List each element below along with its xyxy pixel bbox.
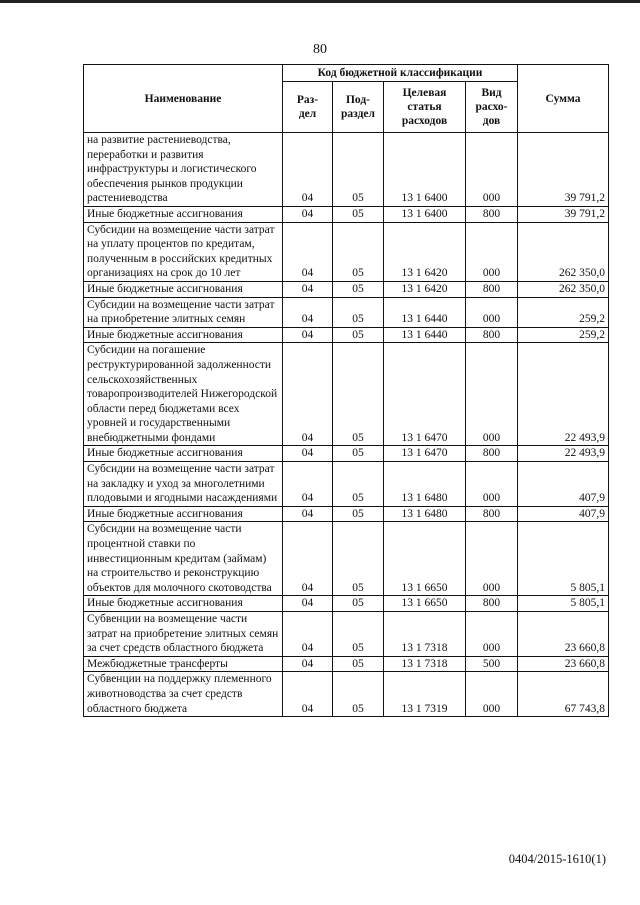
cell-target-article: 13 1 6470 [384, 446, 466, 462]
cell-target-article: 13 1 6440 [384, 297, 466, 327]
cell-target-article: 13 1 6400 [384, 206, 466, 222]
cell-name: Субсидии на возмещение части затрат на приобретение элитных семян [84, 297, 283, 327]
cell-target-article: 13 1 6440 [384, 327, 466, 343]
cell-target-article: 13 1 6480 [384, 506, 466, 522]
table-row [84, 206, 609, 222]
cell-sum: 22 493,9 [518, 343, 609, 446]
cell-expense-kind: 800 [466, 506, 518, 522]
cell-subsection: 05 [333, 222, 384, 281]
table-row [84, 656, 609, 672]
header-target-article: Целевая статья расходов [384, 82, 466, 133]
cell-sum: 39 791,2 [518, 133, 609, 207]
cell-target-article: 13 1 7318 [384, 656, 466, 672]
cell-sum: 259,2 [518, 327, 609, 343]
cell-section: 04 [283, 656, 333, 672]
cell-name: Субвенции на поддержку племенного животноводства за счет средств областного бюджета [84, 672, 283, 717]
cell-target-article: 13 1 7318 [384, 612, 466, 657]
cell-target-article: 13 1 6650 [384, 522, 466, 596]
cell-name: Субсидии на возмещение части затрат на закладку и уход за многолетними плодовыми и ягодными насаждениями [84, 462, 283, 507]
cell-target-article: 13 1 6470 [384, 343, 466, 446]
cell-subsection: 05 [333, 506, 384, 522]
cell-name: Иные бюджетные ассигнования [84, 596, 283, 612]
cell-target-article: 13 1 6480 [384, 462, 466, 507]
cell-expense-kind: 000 [466, 612, 518, 657]
cell-name: Иные бюджетные ассигнования [84, 281, 283, 297]
header-classification-code: Код бюджетной классификации [283, 65, 518, 82]
cell-name: на развитие растениеводства, переработки и развития инфраструктуры и логистического обеспечения рынков продукции растениеводства [84, 133, 283, 207]
cell-name: Межбюджетные трансферты [84, 656, 283, 672]
cell-section: 04 [283, 596, 333, 612]
document-code: 0404/2015-1610(1) [508, 852, 606, 866]
table-row [84, 462, 609, 507]
table-row [84, 281, 609, 297]
cell-sum: 67 743,8 [518, 672, 609, 717]
cell-subsection: 05 [333, 462, 384, 507]
cell-expense-kind: 000 [466, 462, 518, 507]
cell-sum: 5 805,1 [518, 522, 609, 596]
header-name: Наименование [84, 65, 283, 133]
cell-section: 04 [283, 672, 333, 717]
table-row [84, 596, 609, 612]
cell-section: 04 [283, 297, 333, 327]
cell-subsection: 05 [333, 327, 384, 343]
table-body [84, 133, 609, 717]
table-row [84, 672, 609, 717]
cell-section: 04 [283, 327, 333, 343]
cell-expense-kind: 800 [466, 281, 518, 297]
cell-sum: 23 660,8 [518, 656, 609, 672]
cell-expense-kind: 800 [466, 327, 518, 343]
cell-section: 04 [283, 446, 333, 462]
scan-top-border [0, 0, 640, 3]
cell-target-article: 13 1 6420 [384, 281, 466, 297]
cell-name: Субсидии на возмещение части затрат на уплату процентов по кредитам, полученным в российских кредитных организациях на срок до 10 лет [84, 222, 283, 281]
cell-expense-kind: 800 [466, 206, 518, 222]
table-row [84, 612, 609, 657]
cell-subsection: 05 [333, 297, 384, 327]
cell-sum: 262 350,0 [518, 281, 609, 297]
cell-name: Иные бюджетные ассигнования [84, 506, 283, 522]
cell-section: 04 [283, 522, 333, 596]
table-row [84, 343, 609, 446]
cell-sum: 407,9 [518, 506, 609, 522]
cell-target-article: 13 1 6420 [384, 222, 466, 281]
cell-sum: 22 493,9 [518, 446, 609, 462]
cell-name: Иные бюджетные ассигнования [84, 327, 283, 343]
cell-expense-kind: 000 [466, 343, 518, 446]
cell-subsection: 05 [333, 612, 384, 657]
cell-target-article: 13 1 6650 [384, 596, 466, 612]
cell-expense-kind: 800 [466, 596, 518, 612]
cell-subsection: 05 [333, 656, 384, 672]
header-section: Раз- дел [283, 82, 333, 133]
cell-subsection: 05 [333, 446, 384, 462]
cell-name: Субвенции на возмещение части затрат на приобретение элитных семян за счет средств областного бюджета [84, 612, 283, 657]
cell-section: 04 [283, 222, 333, 281]
table-row [84, 222, 609, 281]
cell-subsection: 05 [333, 343, 384, 446]
table-row [84, 506, 609, 522]
cell-sum: 39 791,2 [518, 206, 609, 222]
cell-expense-kind: 000 [466, 133, 518, 207]
cell-subsection: 05 [333, 596, 384, 612]
cell-expense-kind: 500 [466, 656, 518, 672]
cell-subsection: 05 [333, 206, 384, 222]
table-row [84, 522, 609, 596]
cell-subsection: 05 [333, 281, 384, 297]
page-number: 80 [313, 42, 327, 57]
table-row [84, 297, 609, 327]
cell-section: 04 [283, 612, 333, 657]
table-row [84, 327, 609, 343]
cell-sum: 262 350,0 [518, 222, 609, 281]
table-row [84, 133, 609, 207]
cell-expense-kind: 000 [466, 222, 518, 281]
cell-sum: 5 805,1 [518, 596, 609, 612]
cell-target-article: 13 1 7319 [384, 672, 466, 717]
cell-section: 04 [283, 133, 333, 207]
cell-expense-kind: 800 [466, 446, 518, 462]
cell-section: 04 [283, 506, 333, 522]
cell-name: Иные бюджетные ассигнования [84, 446, 283, 462]
cell-section: 04 [283, 343, 333, 446]
cell-expense-kind: 000 [466, 297, 518, 327]
header-expense-kind: Вид расхо- дов [466, 82, 518, 133]
cell-name: Иные бюджетные ассигнования [84, 206, 283, 222]
cell-expense-kind: 000 [466, 522, 518, 596]
cell-name: Субсидии на возмещение части процентной ставки по инвестиционным кредитам (займам) на строительство и реконструкцию объектов для молочного скотоводства [84, 522, 283, 596]
header-sum: Сумма [518, 65, 609, 133]
cell-name: Субсидии на погашение реструктурированной задолженности сельскохозяйственных товаропроизводителей Нижегородской области перед бюджетами всех уровней и государственными внебюджетными фондами [84, 343, 283, 446]
cell-subsection: 05 [333, 133, 384, 207]
cell-subsection: 05 [333, 522, 384, 596]
cell-subsection: 05 [333, 672, 384, 717]
cell-sum: 407,9 [518, 462, 609, 507]
header-subsection: Под- раздел [333, 82, 384, 133]
cell-sum: 259,2 [518, 297, 609, 327]
cell-sum: 23 660,8 [518, 612, 609, 657]
cell-expense-kind: 000 [466, 672, 518, 717]
table-row [84, 446, 609, 462]
cell-target-article: 13 1 6400 [384, 133, 466, 207]
table-header [84, 65, 609, 133]
cell-section: 04 [283, 206, 333, 222]
budget-table [83, 64, 609, 717]
cell-section: 04 [283, 281, 333, 297]
cell-section: 04 [283, 462, 333, 507]
